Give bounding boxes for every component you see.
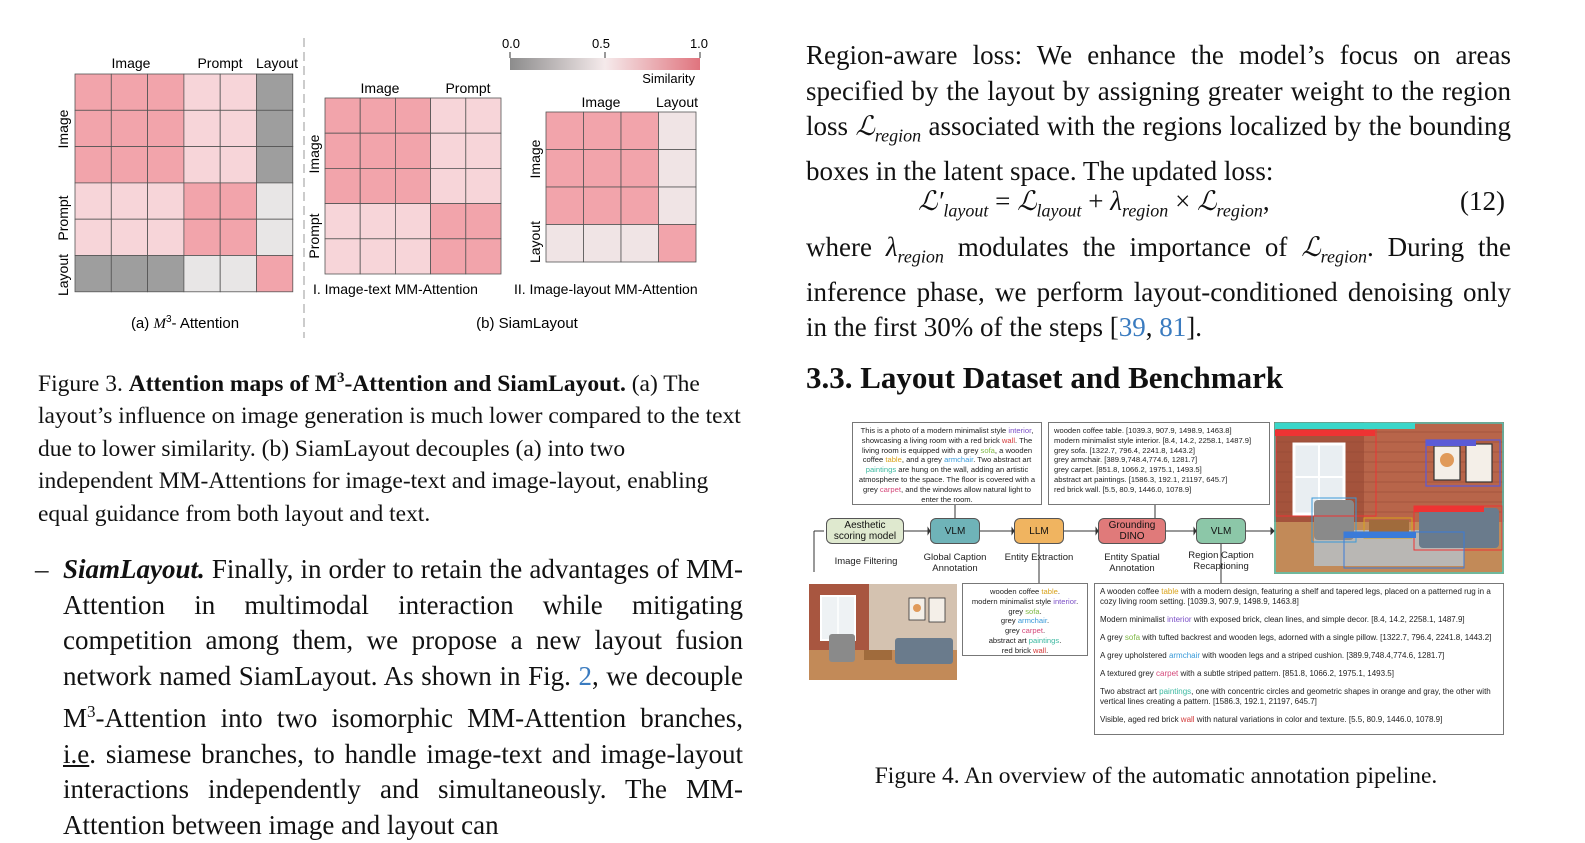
- entity-box-line: grey armchair. [389.9,748.4,774.6, 1281.7]: [1054, 455, 1198, 465]
- attention-cell: [621, 150, 659, 188]
- attention-cell: [431, 204, 466, 239]
- entity-spatial-label: Entity Spatial Annotation: [1104, 552, 1160, 574]
- a-caption: (a) $M^3-$ Attention: [130, 314, 240, 332]
- ref-39[interactable]: 39: [1118, 312, 1146, 343]
- attention-cell: [395, 168, 430, 203]
- attention-cell: [659, 112, 697, 150]
- attention-cell: [325, 239, 360, 274]
- attention-cell: [431, 239, 466, 274]
- b1-side-label-image: Image: [306, 134, 322, 174]
- attention-cell: [148, 147, 184, 183]
- entity-box-line: grey sofa. [1322.7, 796.4, 2241.8, 1443.2]: [1054, 445, 1196, 455]
- attention-cell: [220, 183, 256, 219]
- entity-box-line: grey carpet. [851.8, 1066.2, 1975.1, 1493.5]: [1054, 465, 1202, 475]
- attention-cell: [111, 256, 147, 292]
- b1-top-label-image: Image: [360, 80, 400, 96]
- attention-cell: [546, 225, 584, 263]
- attention-cell: [621, 187, 659, 225]
- attention-cell: [360, 168, 395, 203]
- attention-cell: [621, 225, 659, 263]
- attention-cell: [325, 168, 360, 203]
- siamlayout-paragraph: SiamLayout. Finally, in order to retain the advantages of MM-Attention in multimodal interaction while mitigating competition among them, we propose a new layout fusion network named SiamLayout. As shown in Fig. 2, we decouple $M^3$-Attention into two isomorphic MM-Attention branches, i.e. siamese branches, to handle image-text and image-layout interactions independently and simultaneously. The MM-Attention between image and layout can: [63, 554, 743, 840]
- colorbar-label: Similarity: [642, 71, 695, 86]
- fig-2-reference[interactable]: 2: [578, 660, 593, 691]
- attention-cell: [220, 219, 256, 255]
- b1-caption: I. Image-text MM-Attention: [313, 281, 478, 297]
- attention-cell: [395, 98, 430, 133]
- image-text-grid: [325, 98, 501, 274]
- attention-cell: [395, 239, 430, 274]
- attention-cell: [148, 219, 184, 255]
- region-caption-line: A grey upholstered armchair with wooden legs and a striped cushion. [389.9,748.4,774.6, 1281.7]: [1100, 651, 1445, 660]
- attention-cell: [257, 256, 293, 292]
- attention-cell: [220, 147, 256, 183]
- region-caption-line: Modern minimalist interior with exposed brick, clean lines, and simple decor. [8.4, 14.2, 2258.1, 1487.9]: [1100, 615, 1465, 624]
- attention-cell: [395, 204, 430, 239]
- grounding-dino-node: Grounding DINO: [1098, 518, 1166, 544]
- attention-cell: [395, 133, 430, 168]
- attention-cell: [184, 219, 220, 255]
- attention-cell: [148, 74, 184, 110]
- attention-cell: [184, 147, 220, 183]
- a-top-label-prompt: Prompt: [197, 55, 243, 71]
- a-top-label-layout: Layout: [255, 55, 299, 71]
- vlm-global-node: VLM: [930, 518, 980, 544]
- attention-cell: [431, 133, 466, 168]
- attention-cell: [75, 256, 111, 292]
- attention-cell: [220, 110, 256, 146]
- vlm-recaption-node: VLM: [1196, 518, 1246, 544]
- inference-paragraph: where $\lambda_{region}$ modulates the importance of ℒ$_{region}$. During the inference phase, we perform layout-conditioned denoising only in the first 30% of the steps [39, 81].: [806, 232, 1511, 343]
- attention-cell: [75, 183, 111, 219]
- attention-cell: [325, 133, 360, 168]
- attention-cell: [148, 110, 184, 146]
- b2-top-label-layout: Layout: [655, 94, 699, 110]
- region-caption-line: Two abstract art paintings, one with concentric circles and geometric shapes in orange and gray, the other with vertical lines creating a pattern. [1586.3, 192.1, 21197, 645.7]: [1100, 687, 1491, 706]
- attention-cell: [584, 225, 622, 263]
- attention-cell: [184, 183, 220, 219]
- region-loss-paragraph: Region-aware loss: We enhance the model’s focus on areas specified by the layout by assigning greater weight to the region loss ℒ$_{region}$ associated with the regions localized by the bounding boxes in the latent space. The updated loss:: [806, 40, 1511, 186]
- entity-box-line: abstract art paintings. [1586.3, 192.1, 21197, 645.7]: [1054, 474, 1228, 484]
- input-photo: [809, 584, 957, 680]
- attention-cell: [257, 74, 293, 110]
- attention-cell: [584, 150, 622, 188]
- region-caption-line: A grey sofa with tufted backrest and wooden legs, adorned with a single pillow. [1322.7, 796.4, 2241.8, 1443.2]: [1100, 633, 1492, 642]
- equation-12: $ℒ'_{layout}$ = ℒ$_{layout}$ + $\lambda_{region}$ × ℒ$_{region}$,: [918, 186, 1270, 221]
- attention-cell: [360, 133, 395, 168]
- similarity-colorbar: [510, 58, 700, 70]
- image-filtering-label: Image Filtering: [834, 556, 898, 567]
- attention-cell: [148, 256, 184, 292]
- attention-cell: [257, 183, 293, 219]
- attention-cell: [148, 183, 184, 219]
- attention-cell: [257, 110, 293, 146]
- figure-4-caption: Figure 4. An overview of the automatic annotation pipeline.: [874, 763, 1438, 789]
- attention-cell: [360, 98, 395, 133]
- entity-spatial-box: [1048, 422, 1270, 505]
- attention-cell: [360, 239, 395, 274]
- entity-box-line: red brick wall. [5.5, 80.9, 1446.0, 1078.9]: [1054, 484, 1192, 494]
- attention-cell: [325, 98, 360, 133]
- colorbar-min: 0.0: [501, 36, 521, 51]
- attention-cell: [466, 168, 501, 203]
- list-dash: –: [35, 554, 49, 584]
- figure-3-caption: Figure 3. Attention maps of $M^3$-Attention and SiamLayout. (a) The layout’s influence on image generation is much lower compared to the text due to lower similarity. (b) SiamLayout decouples (a) into two independent MM-Attentions for image-text and image-layout, enabling equal guidance from both layout and text.: [38, 370, 741, 527]
- region-caption-line: A wooden coffee table with a modern design, featuring a shelf and tapered legs, placed on a patterned rug in a cozy living room setting. [1039.3, 907.9, 1498.9, 1463.8]: [1100, 587, 1491, 606]
- attention-cell: [111, 219, 147, 255]
- entity-extraction-label: Entity Extraction: [1004, 552, 1074, 563]
- figure-3-attention-maps: [30, 28, 750, 348]
- attention-cell: [184, 256, 220, 292]
- attention-cell: [466, 204, 501, 239]
- region-caption-line: Visible, aged red brick wall with natural variations in color and texture. [5.5, 80.9, 1446.0, 1078.9]: [1100, 715, 1443, 724]
- b-caption: (b) SiamLayout: [476, 315, 578, 332]
- attention-cell: [431, 98, 466, 133]
- attention-cell: [75, 74, 111, 110]
- entity-list-box: wooden coffee table. modern minimalist style interior. grey sofa. grey armchair. grey carpet. abstract art paintings. red brick wall.: [962, 583, 1088, 656]
- attention-cell: [431, 168, 466, 203]
- b2-side-label-image: Image: [527, 139, 543, 179]
- attention-cell: [659, 187, 697, 225]
- attention-cell: [220, 256, 256, 292]
- aesthetic-scoring-node: Aesthetic scoring model: [826, 518, 904, 544]
- annotated-photo: [1274, 422, 1504, 574]
- b1-side-label-prompt: Prompt: [306, 213, 322, 259]
- image-layout-grid: [546, 112, 696, 262]
- colorbar-max: 1.0: [689, 36, 709, 51]
- a-side-label-layout: Layout: [55, 253, 71, 297]
- a-side-label-prompt: Prompt: [55, 195, 71, 241]
- attention-cell: [257, 219, 293, 255]
- attention-cell: [75, 147, 111, 183]
- attention-cell: [659, 225, 697, 263]
- ref-81[interactable]: 81: [1159, 312, 1187, 343]
- region-caption-line: A textured grey carpet with a subtle striped pattern. [851.8, 1066.2, 1975.1, 1493.5]: [1100, 669, 1394, 678]
- attention-cell: [466, 98, 501, 133]
- a-side-label-image: Image: [55, 109, 71, 149]
- b1-top-label-prompt: Prompt: [445, 80, 491, 96]
- attention-cell: [360, 204, 395, 239]
- attention-cell: [466, 133, 501, 168]
- global-caption-box: This is a photo of a modern minimalist style interior, showcasing a living room with a red brick wall. The living room is equipped with a grey sofa, a wooden coffee table, and a grey armchair. Two abstract art paintings are hung on the wall, adding an artistic atmosphere to the space. The floor is covered with a grey carpet, and the windows allow natural light to enter the room.: [852, 422, 1042, 505]
- attention-cell: [111, 183, 147, 219]
- attention-cell: [546, 187, 584, 225]
- attention-cell: [184, 110, 220, 146]
- attention-cell: [257, 147, 293, 183]
- figure-4-pipeline: [806, 420, 1510, 740]
- b2-side-label-layout: Layout: [527, 220, 543, 264]
- attention-cell: [75, 110, 111, 146]
- attention-cell: [584, 187, 622, 225]
- entity-box-line: modern minimalist style interior. [8.4, 14.2, 2258.1, 1487.9]: [1054, 435, 1252, 445]
- a-top-label-image: Image: [111, 55, 151, 71]
- section-heading: 3.3. Layout Dataset and Benchmark: [806, 360, 1284, 395]
- attention-cell: [184, 74, 220, 110]
- attention-cell: [220, 74, 256, 110]
- attention-cell: [466, 239, 501, 274]
- region-caption-box: [1094, 583, 1504, 735]
- attention-cell: [546, 150, 584, 188]
- colorbar-mid: 0.5: [591, 36, 611, 51]
- attention-cell: [584, 112, 622, 150]
- m3-attention-grid: [75, 74, 293, 292]
- attention-cell: [111, 147, 147, 183]
- attention-cell: [75, 219, 111, 255]
- entity-box-line: wooden coffee table. [1039.3, 907.9, 1498.9, 1463.8]: [1054, 426, 1232, 435]
- equation-number: (12): [1460, 186, 1505, 216]
- llm-node: LLM: [1014, 518, 1064, 544]
- attention-cell: [621, 112, 659, 150]
- b2-caption: II. Image-layout MM-Attention: [514, 281, 698, 297]
- attention-cell: [111, 110, 147, 146]
- attention-cell: [659, 150, 697, 188]
- global-caption-label: Global Caption Annotation: [923, 552, 987, 574]
- attention-cell: [325, 204, 360, 239]
- region-caption-label: Region Caption Recaptioning: [1188, 550, 1254, 572]
- attention-cell: [546, 112, 584, 150]
- attention-cell: [111, 74, 147, 110]
- b2-top-label-image: Image: [581, 94, 621, 110]
